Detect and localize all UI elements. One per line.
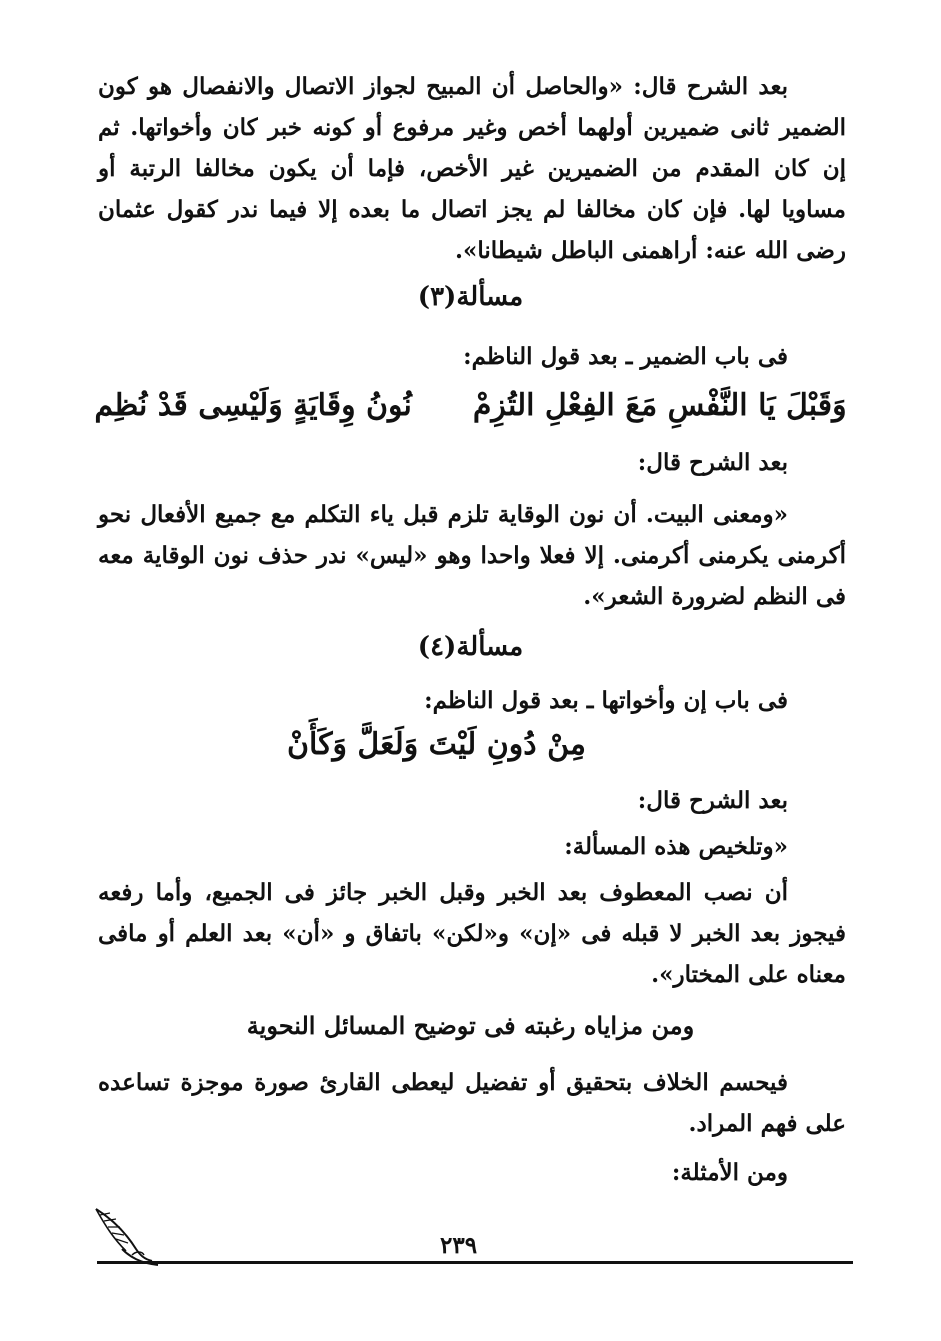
footer-rule: [97, 1261, 853, 1264]
heading-masala-3: مسألة(٣): [417, 282, 524, 312]
verse-line-2: [287, 727, 586, 762]
paragraph-talkhis: [98, 826, 846, 867]
paragraph-text: أن نصب المعطوف بعد الخبر وقبل الخبر جائز فى الجميع، وأما رفعه فيجوز بعد الخبر لا قبله فى «إن» و«لكن» باتفاق و «أن» بعد العلم أو مافى معناه على المختار».: [98, 879, 846, 988]
quill-icon: [92, 1205, 162, 1267]
verse-hemistich-first: وَقَبْلَ يَا النَّفْسِ مَعَ الفِعْلِ التُزِمْ: [472, 388, 847, 423]
paragraph-text: بعد الشرح قال:: [637, 787, 788, 814]
verse-hemistich: مِنْ دُونِ لَيْتَ وَلَعَلَّ وَكَأَنْ: [287, 727, 586, 762]
paragraph-intro-3: [98, 336, 846, 377]
verse-line-1: [0, 388, 941, 423]
paragraph-sharh-label-3: [98, 442, 846, 483]
heading-masala-4: مسألة(٤): [417, 632, 524, 662]
paragraph-text: «وتلخيص هذه المسألة:: [564, 833, 788, 860]
page-number: ٢٣٩: [440, 1232, 478, 1259]
paragraph-text: ومن الأمثلة:: [671, 1159, 788, 1186]
paragraph-khilaf: [98, 1062, 846, 1144]
paragraph-text: بعد الشرح قال:: [637, 449, 788, 476]
paragraph-sharh-3: [98, 494, 846, 617]
paragraph-sharh-label-4: [98, 780, 846, 821]
paragraph-sharh-1: [98, 66, 846, 271]
paragraph-examples-label: [98, 1152, 846, 1193]
paragraph-sharh-4: [98, 872, 846, 995]
paragraph-text: فى باب إن وأخواتها ـ بعد قول الناظم:: [424, 687, 788, 714]
paragraph-text: فى باب الضمير ـ بعد قول الناظم:: [463, 343, 788, 370]
verse-hemistich-second: نُونُ وِقَايَةٍ وَلَيْسِى قَدْ نُظِم: [94, 388, 412, 423]
paragraph-text: فيحسم الخلاف بتحقيق أو تفضيل ليعطى القارئ صورة موجزة تساعده على فهم المراد.: [98, 1069, 846, 1137]
paragraph-text: «ومعنى البيت. أن نون الوقاية تلزم قبل ياء التكلم مع جميع الأفعال نحو أكرمنى يكرمنى أكرمنى. إلا فعلا واحدا وهو «ليس» ندر حذف نون الوقاية معه فى النظم لضرورة الشعر».: [98, 501, 846, 610]
paragraph-intro-4: [98, 680, 846, 721]
paragraph-text: بعد الشرح قال: «والحاصل أن المبيح لجواز الاتصال والانفصال هو كون الضمير ثانى ضميرين أولهما أخص وغير مرفوع أو كونه خبر كان وأخواتها. ثم إن كان المقدم من الضميرين غير الأخص، فإما أن يكون مخالفا الرتبة أو مساويا لها. فإن كان مخالفا لم يجز اتصال ما بعده إلا فيما ندر كقول عثمان رضى الله عنه: أراهمنى الباطل شيطانا».: [98, 73, 846, 264]
heading-mazayah: ومن مزاياه رغبته فى توضيح المسائل النحوية: [246, 1011, 695, 1040]
